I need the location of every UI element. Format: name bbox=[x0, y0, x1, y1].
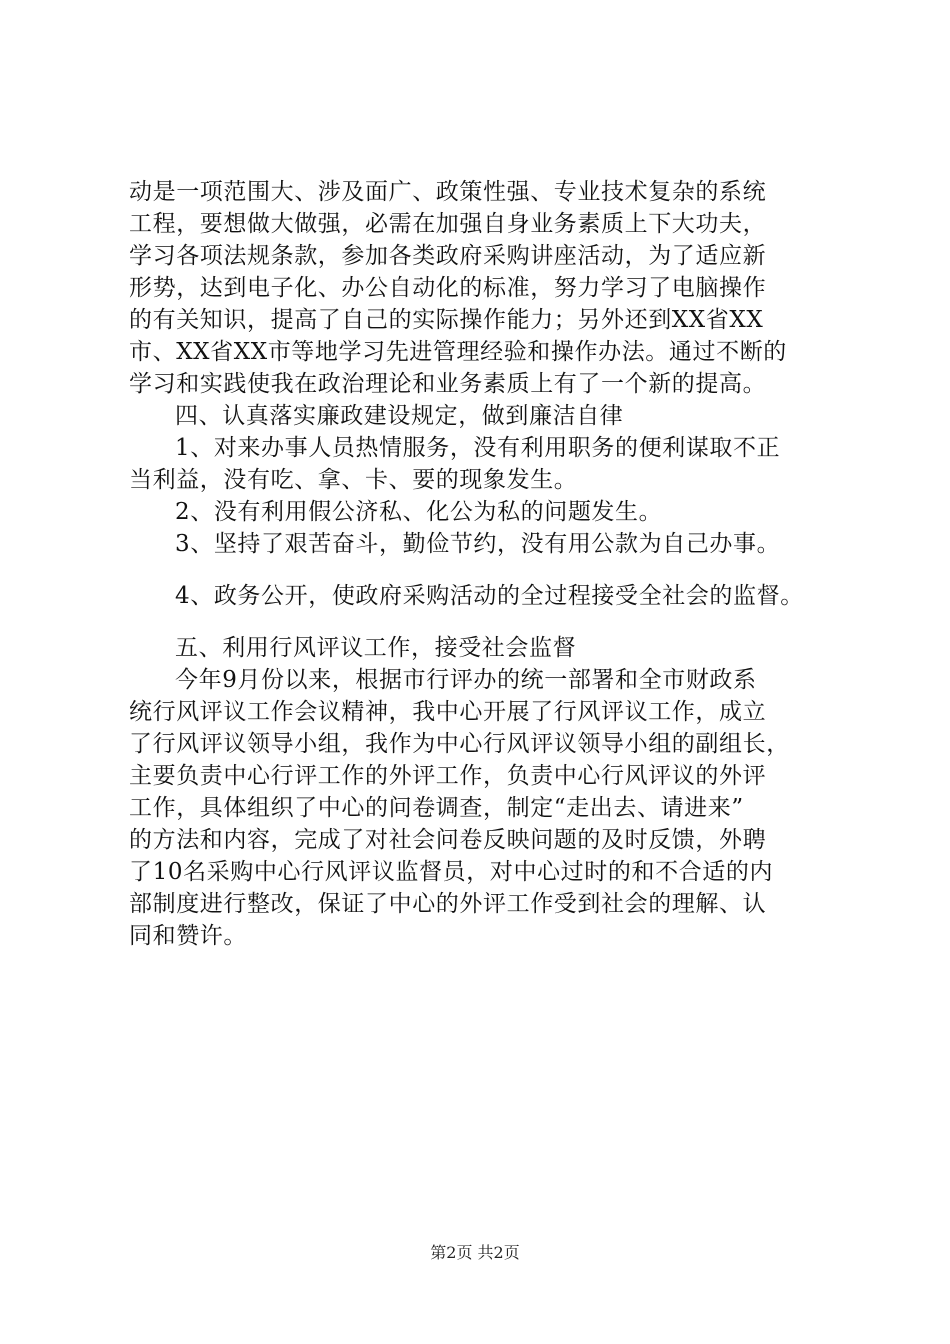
body-line: 主要负责中心行评工作的外评工作，负责中心行风评议的外评 bbox=[129, 763, 767, 789]
body-line: 工程，要想做大做强，必需在加强自身业务素质上下大功夫， bbox=[129, 211, 767, 237]
body-line: 动是一项范围大、涉及面广、政策性强、专业技术复杂的系统 bbox=[129, 179, 767, 205]
page-footer: 第2页 共2页 bbox=[430, 1243, 520, 1262]
list-item: 2、没有利用假公济私、化公为私的问题发生。 bbox=[175, 499, 663, 525]
body-line: 工作，具体组织了中心的问卷调查，制定“走出去、请进来” bbox=[129, 795, 744, 821]
body-line: 同和赞许。 bbox=[129, 923, 247, 949]
section-heading: 五、利用行风评议工作，接受社会监督 bbox=[175, 635, 577, 661]
body-line: 今年9月份以来，根据市行评办的统一部署和全市财政系 bbox=[175, 667, 757, 693]
body-line: 学习各项法规条款，参加各类政府采购讲座活动，为了适应新 bbox=[129, 243, 767, 269]
list-item: 1、对来办事人员热情服务，没有利用职务的便利谋取不正 bbox=[175, 435, 781, 461]
body-line: 市、XX省XX市等地学习先进管理经验和操作办法。通过不断的 bbox=[129, 339, 787, 365]
body-line: 的方法和内容，完成了对社会问卷反映问题的及时反馈，外聘 bbox=[129, 827, 767, 853]
list-item: 3、坚持了艰苦奋斗，勤俭节约，没有用公款为自己办事。 bbox=[175, 531, 781, 557]
section-heading: 四、认真落实廉政建设规定，做到廉洁自律 bbox=[175, 403, 624, 429]
body-line: 统行风评议工作会议精神，我中心开展了行风评议工作，成立 bbox=[129, 699, 767, 725]
body-line: 了10名采购中心行风评议监督员，对中心过时的和不合适的内 bbox=[129, 859, 774, 885]
body-line: 部制度进行整改，保证了中心的外评工作受到社会的理解、认 bbox=[129, 891, 767, 917]
body-line: 的有关知识，提高了自己的实际操作能力；另外还到XX省XX bbox=[129, 307, 764, 333]
body-line: 当利益，没有吃、拿、卡、要的现象发生。 bbox=[129, 467, 578, 493]
list-item: 4、政务公开，使政府采购活动的全过程接受全社会的监督。 bbox=[175, 583, 804, 609]
body-line: 学习和实践使我在政治理论和业务素质上有了一个新的提高。 bbox=[129, 371, 767, 397]
body-line: 了行风评议领导小组，我作为中心行风评议领导小组的副组长， bbox=[129, 731, 790, 757]
body-line: 形势，达到电子化、办公自动化的标准，努力学习了电脑操作 bbox=[129, 275, 767, 301]
